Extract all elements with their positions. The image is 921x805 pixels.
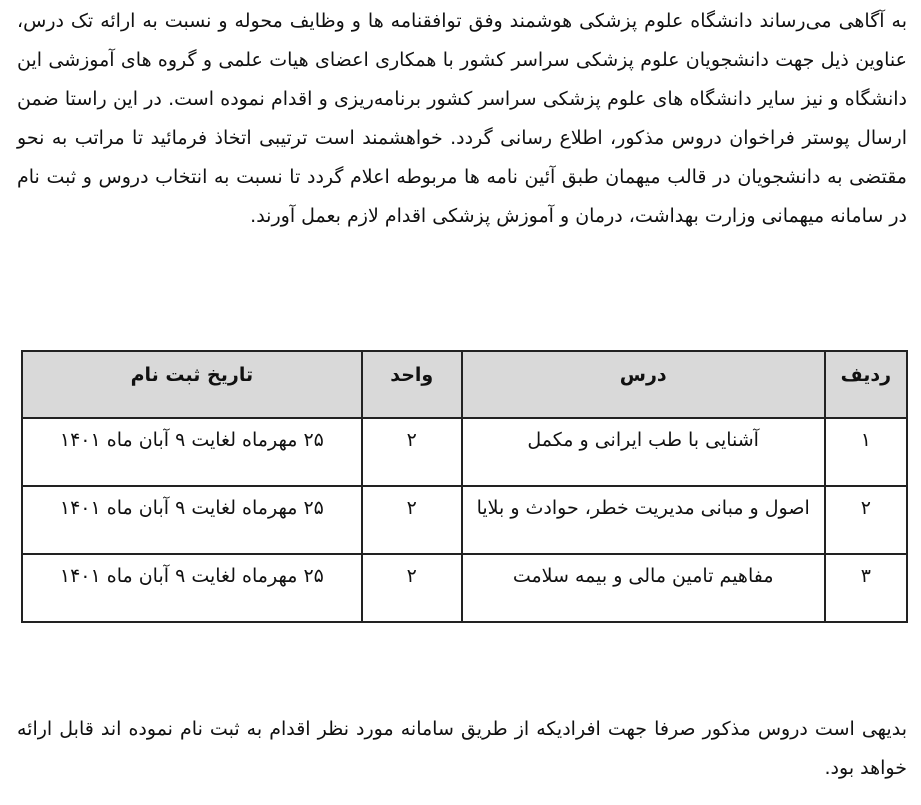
header-row-number: ردیف bbox=[825, 351, 907, 418]
course-table bbox=[21, 350, 908, 623]
header-registration-date: تاریخ ثبت نام bbox=[22, 351, 362, 418]
header-unit: واحد bbox=[362, 351, 462, 418]
footer-paragraph: بدیهی است دروس مذکور صرفا جهت افرادیکه از طریق سامانه مورد نظر اقدام به ثبت نام نموده اند قابل ارائه خواهد بود. bbox=[17, 718, 907, 779]
table-header-row bbox=[22, 351, 907, 418]
table-row bbox=[22, 554, 907, 622]
header-course: درس bbox=[462, 351, 825, 418]
table-row bbox=[22, 486, 907, 554]
cell-course: آشنایی با طب ایرانی و مکمل bbox=[462, 418, 825, 486]
cell-registration-date: ۲۵ مهرماه لغایت ۹ آبان ماه ۱۴۰۱ bbox=[22, 486, 362, 554]
cell-unit: ۲ bbox=[362, 554, 462, 622]
cell-row-number: ۱ bbox=[825, 418, 907, 486]
intro-paragraph: به آگاهی می‌رساند دانشگاه علوم پزشکی هوشمند وفق توافقنامه ها و وظایف محوله و نسبت به ارائه تک درس، عناوین ذیل جهت دانشجویان علوم پزشکی سراسر کشور با همکاری اعضای هیات علمی و گروه های آموزشی این دانشگاه و نیز سایر دانشگاه های علوم پزشکی سراسر کشور برنامه‌ریزی و اقدام نموده است. در این راستا ضمن ارسال پوستر فراخوان دروس مذکور، اطلاع رسانی گردد. خواهشمند است ترتیبی اتخاذ فرمائید تا مراتب به نحو مقتضی به دانشجویان در قالب میهمان طبق آئین نامه ها مربوطه اعلام گردد تا نسبت به انتخاب دروس و ثبت نام در سامانه میهمانی وزارت بهداشت، درمان و آموزش پزشکی اقدام لازم بعمل آورند. bbox=[17, 10, 907, 227]
cell-row-number: ۳ bbox=[825, 554, 907, 622]
cell-row-number: ۲ bbox=[825, 486, 907, 554]
cell-course: اصول و مبانی مدیریت خطر، حوادث و بلایا bbox=[462, 486, 825, 554]
cell-unit: ۲ bbox=[362, 418, 462, 486]
cell-course: مفاهیم تامین مالی و بیمه سلامت bbox=[462, 554, 825, 622]
cell-registration-date: ۲۵ مهرماه لغایت ۹ آبان ماه ۱۴۰۱ bbox=[22, 418, 362, 486]
table-row bbox=[22, 418, 907, 486]
cell-registration-date: ۲۵ مهرماه لغایت ۹ آبان ماه ۱۴۰۱ bbox=[22, 554, 362, 622]
cell-unit: ۲ bbox=[362, 486, 462, 554]
